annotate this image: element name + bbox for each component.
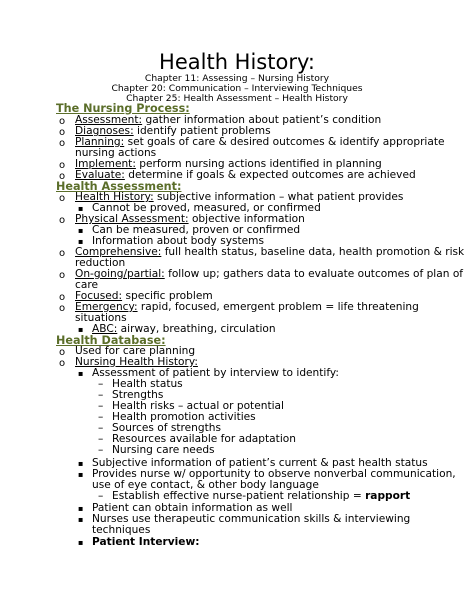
dash-marker: – — [98, 444, 104, 456]
dash-marker: – — [98, 400, 104, 412]
list-item-continuation: care — [75, 279, 98, 291]
list-item: Evaluate: determine if goals & expected outcomes are achieved — [75, 169, 416, 181]
section-heading-health-assessment: Health Assessment: — [56, 180, 182, 193]
subtitle-chapter-11: Chapter 11: Assessing – Nursing History — [144, 73, 330, 84]
sub-item: Nurses use therapeutic communication skills & interviewing — [92, 513, 411, 525]
bullet-o: o — [59, 171, 66, 182]
list-item-continuation: reduction — [75, 257, 126, 269]
bullet-o: o — [59, 270, 66, 281]
dash-marker: – — [98, 389, 104, 401]
bullet-o: o — [59, 303, 66, 314]
bullet-o: o — [59, 215, 66, 226]
sub-item: Subjective information of patient’s current & past health status — [92, 457, 428, 469]
sub-item: Information about body systems — [92, 235, 265, 247]
list-item: Assessment: gather information about patient’s condition — [75, 114, 382, 126]
sub-item-continuation: techniques — [92, 524, 151, 536]
list-item: Implement: perform nursing actions identified in planning — [75, 158, 382, 170]
bullet-o: o — [59, 193, 66, 204]
bullet-o: o — [59, 160, 66, 171]
list-item: Comprehensive: full health status, baseline data, health promotion & risk — [75, 246, 465, 258]
dash-marker: – — [98, 378, 104, 390]
bullet-square: ▪ — [78, 204, 84, 213]
sub-item-continuation: use of eye contact, & other body language — [92, 479, 319, 491]
subtitle-chapter-25: Chapter 25: Health Assessment – Health History — [126, 93, 348, 104]
list-item: Planning: set goals of care & desired outcomes & identify appropriate — [75, 136, 445, 148]
list-item: Nursing Health History: — [75, 356, 198, 368]
section-heading-nursing-process: The Nursing Process: — [56, 102, 190, 115]
sub-item: Assessment of patient by interview to identify: — [92, 367, 339, 379]
sub-item: Cannot be proved, measured, or confirmed — [92, 202, 321, 214]
list-item: On-going/partial: follow up; gathers data to evaluate outcomes of plan of — [75, 268, 464, 280]
bullet-square: ▪ — [78, 237, 84, 246]
list-item: Diagnoses: identify patient problems — [75, 125, 271, 137]
list-item: Used for care planning — [75, 345, 196, 357]
sub-item: ABC: airway, breathing, circulation — [92, 323, 276, 335]
subtitle-chapter-20: Chapter 20: Communication – Interviewing Techniques — [111, 83, 363, 94]
list-item: Emergency: rapid, focused, emergent problem = life threatening — [75, 301, 419, 313]
list-item-continuation: situations — [75, 312, 127, 324]
sub-sub-item: Establish effective nurse-patient relationship = rapport — [112, 490, 411, 502]
dash-marker: – — [98, 433, 104, 445]
list-item: Health History: subjective information – what patient provides — [75, 191, 404, 203]
sub-sub-item: Sources of strengths — [112, 422, 221, 434]
bullet-o: o — [59, 127, 66, 138]
sub-sub-item: Strengths — [112, 389, 164, 401]
bullet-square: ▪ — [78, 226, 84, 235]
sub-sub-item: Health status — [112, 378, 183, 390]
list-item: Physical Assessment: objective information — [75, 213, 305, 225]
sub-item-patient-interview: Patient Interview: — [92, 536, 200, 548]
sub-sub-item: Health risks – actual or potential — [112, 400, 284, 412]
sub-item: Provides nurse w/ opportunity to observe nonverbal communication, — [92, 468, 456, 480]
sub-sub-item: Resources available for adaptation — [112, 433, 296, 445]
bullet-o: o — [59, 116, 66, 127]
bullet-o: o — [59, 138, 66, 149]
bullet-square: ▪ — [78, 470, 84, 479]
dash-marker: – — [98, 422, 104, 434]
bullet-o: o — [59, 358, 66, 369]
list-item: Focused: specific problem — [75, 290, 213, 302]
bullet-o: o — [59, 347, 66, 358]
list-item-continuation: nursing actions — [75, 147, 157, 159]
bullet-square: ▪ — [78, 538, 84, 547]
bullet-o: o — [59, 292, 66, 303]
bullet-square: ▪ — [78, 504, 84, 513]
dash-marker: – — [98, 490, 104, 502]
bullet-square: ▪ — [78, 369, 84, 378]
sub-sub-item: Nursing care needs — [112, 444, 215, 456]
bullet-square: ▪ — [78, 515, 84, 524]
bullet-square: ▪ — [78, 325, 84, 334]
sub-item: Can be measured, proven or confirmed — [92, 224, 301, 236]
page-title: Health History: — [159, 50, 315, 74]
dash-marker: – — [98, 411, 104, 423]
sub-sub-item: Health promotion activities — [112, 411, 256, 423]
bullet-square: ▪ — [78, 459, 84, 468]
sub-item: Patient can obtain information as well — [92, 502, 293, 514]
bullet-o: o — [59, 248, 66, 259]
section-heading-health-database: Health Database: — [56, 334, 166, 347]
